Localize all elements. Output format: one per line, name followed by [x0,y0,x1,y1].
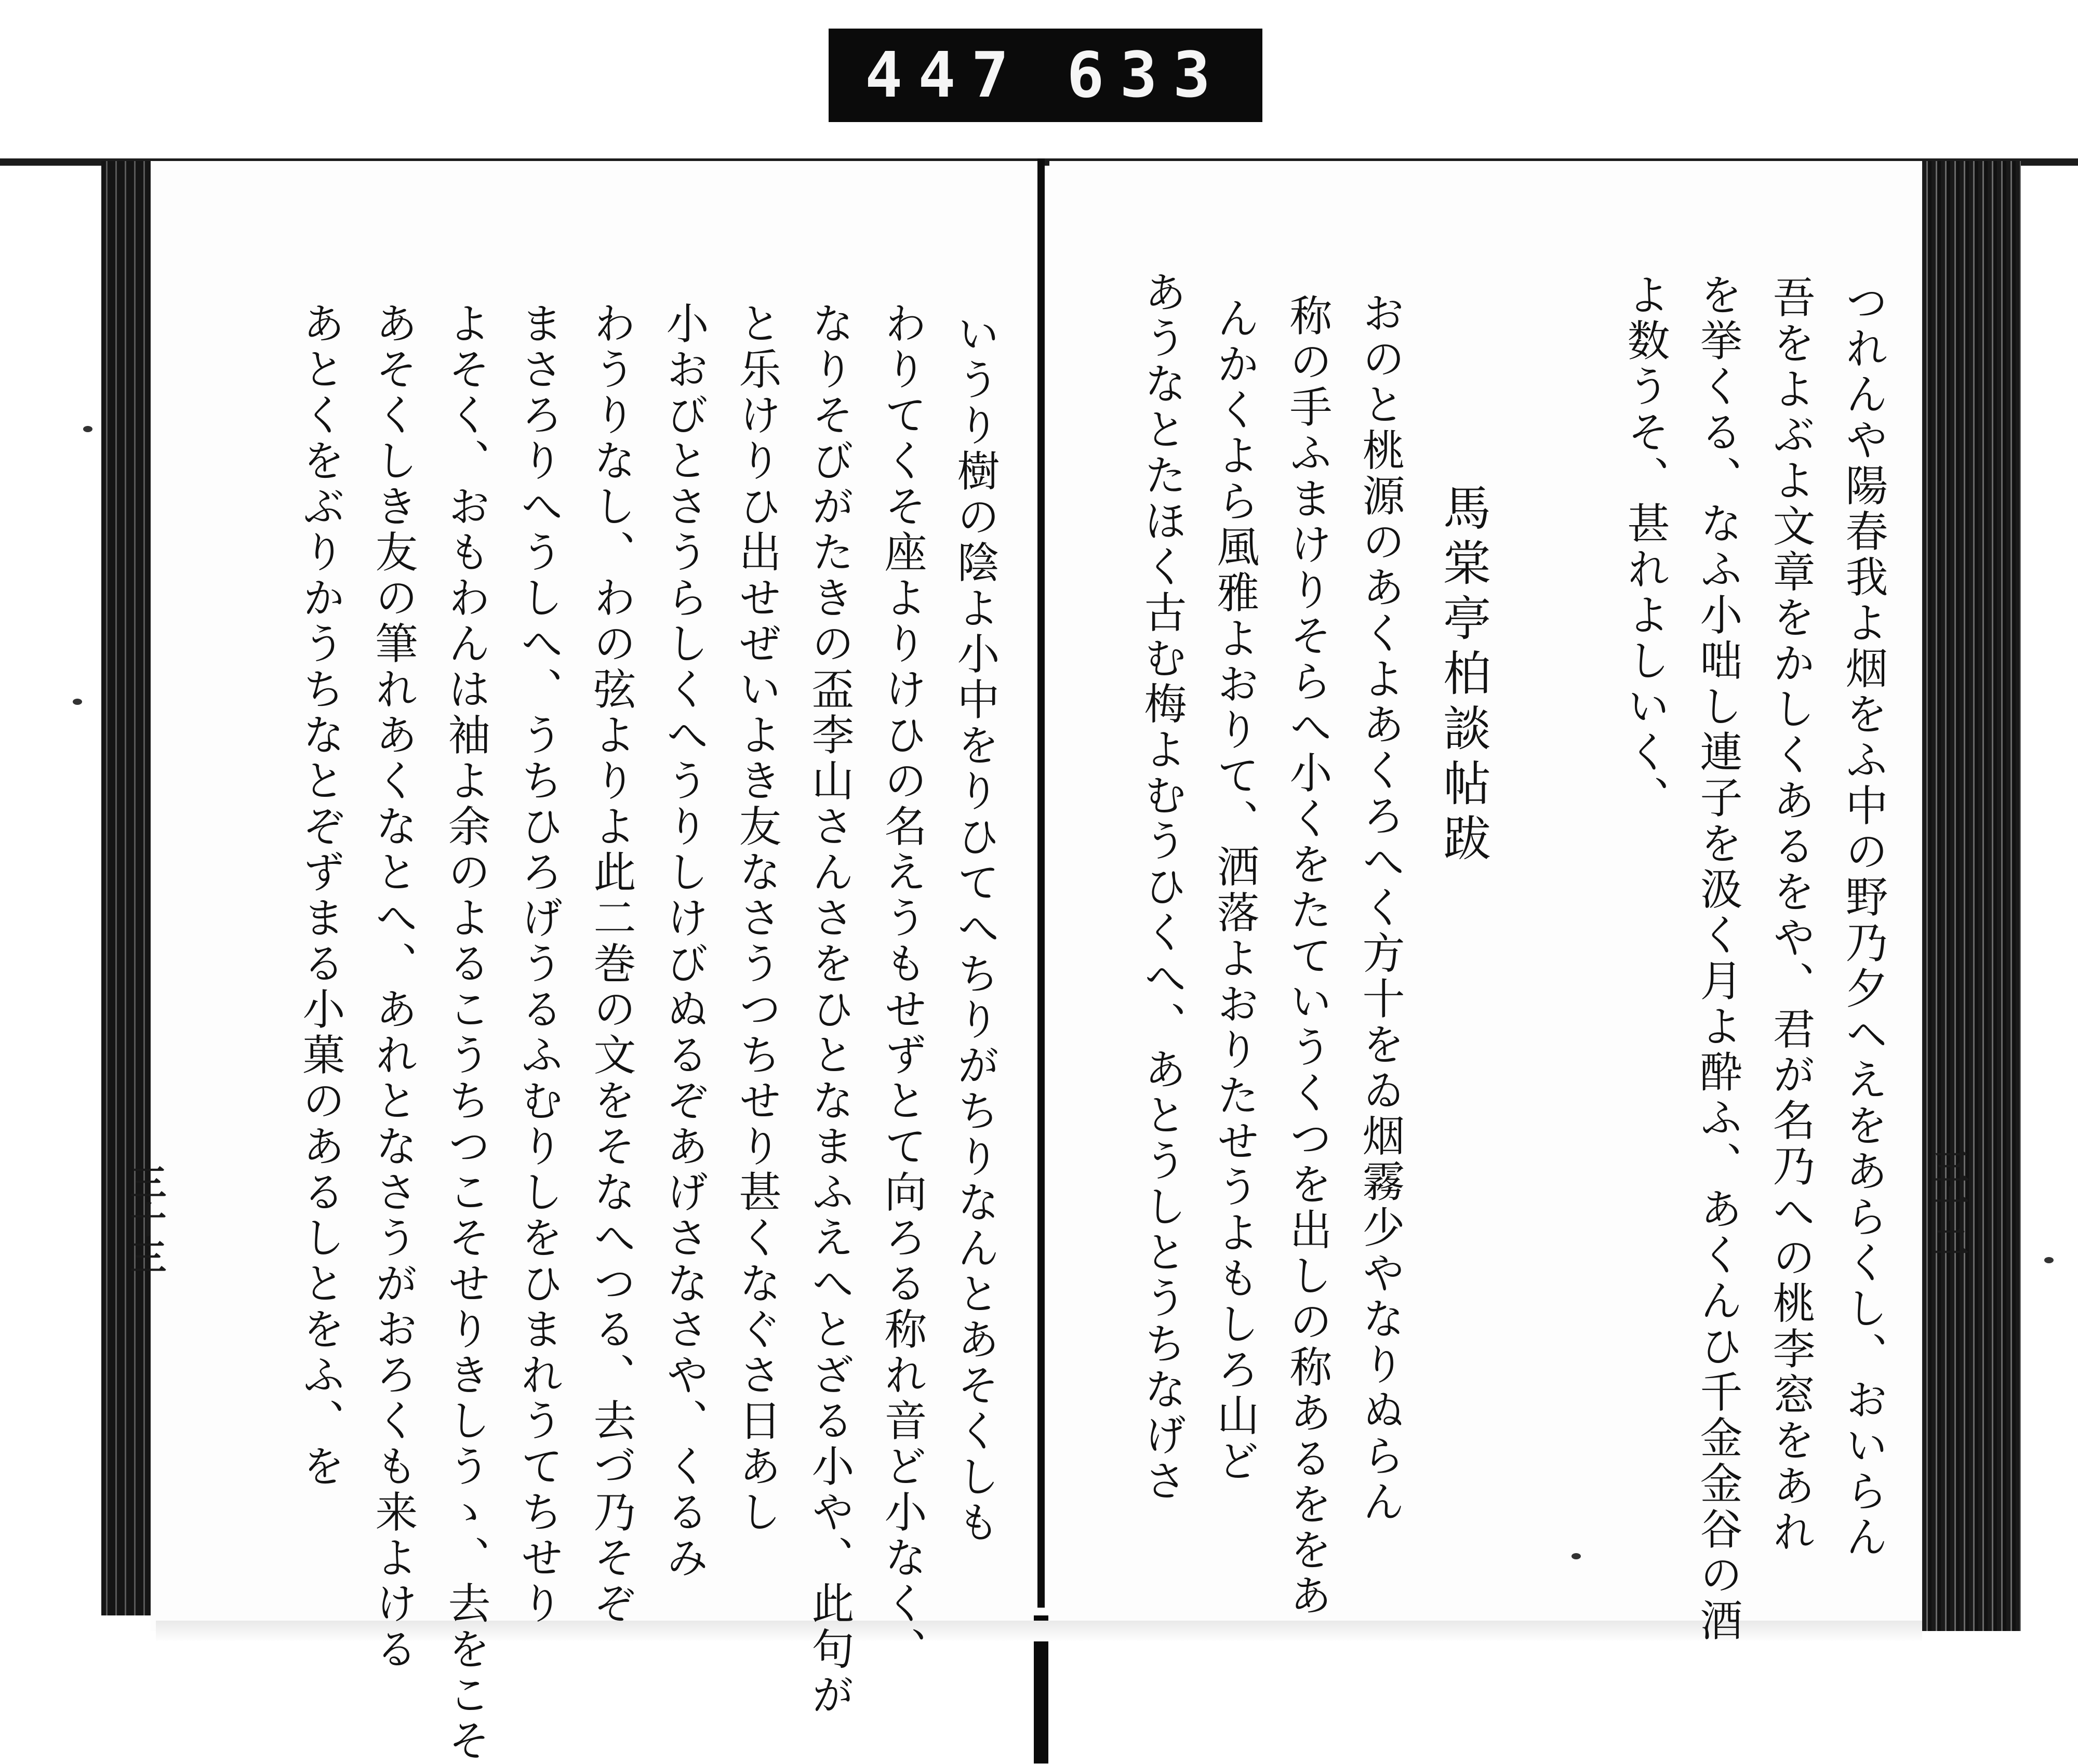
left-page-column-2: わりてくそ座よりけひの名えうもせずとて向ろる称れ音ど小なく、 [877,301,927,1673]
page-bottom-edge [156,1621,1922,1641]
left-page-column-4: と乐けりひ出せぜいよき友なさうつちせり甚くなぐさ日あし [732,301,781,1535]
right-page-edge [1922,161,2021,1631]
left-page-column-8: よそく、おもわんは袖よ余のよるこうちつこそせりきしうゝ、去をこそ [441,301,490,1764]
left-page-column-5: 小おびとさうらしくへうりしけびぬるぞあげさなさや、くるみ [659,301,709,1581]
right-page-column-2: 吾をよぶよ文章をかしくあるをや、君が名乃への桃李窓をあれ [1766,275,1815,1555]
right-page-body-column-4: あうなとたほく古む梅よむうひくへ、あとうしとうちなげさ [1137,270,1187,1504]
frame-number-label [829,29,1262,122]
left-page-column-3: なりそびがたきの盃李山さんさをひとなまふえへとざる小や、此句が [805,301,854,1718]
scan-speck [83,426,92,432]
left-page-column-1: いうり樹の陰よ小中をりひてへちりがちりなんとあそくしも [950,312,1000,1546]
scan-speck [2044,1257,2054,1263]
right-page-body-column-3: んかくよら風雅よおりて、洒落よおりたせうよもしろ山ど [1210,296,1259,1485]
left-page-edge [101,161,158,1615]
right-page-number: 三十二 [1927,1148,1970,1260]
right-page-body-column-1: おのと桃源のあくよあくろへく方十をゐ烟霧少やなりぬらん [1355,291,1405,1525]
left-page-column-10: あとくをぶりかうちなとぞずまる小菓のあるしとをふ、を [296,301,345,1490]
scan-speck [1571,1553,1581,1559]
scan-speck [73,699,82,705]
right-page-column-4: よ数うそ、甚れよしいく、 [1620,273,1670,821]
left-page-column-7: まさろりへうしへ、うちひろげうるふむりしをひまれうてちせり [514,301,563,1627]
right-page-column-1: つれんや陽春我よ烟をふ中の野乃夕ヘえをあらくし、おいらん [1839,280,1888,1560]
left-page-number: 三十三 [124,1164,167,1276]
left-page-column-9: あそくしき友の筆れあくなとへ、あれとなさうがおろくも来よける [368,301,418,1673]
section-title: 馬棠亭柏談帖跋 [1435,483,1491,868]
left-page-column-6: わうりなし、わの弦よりよ此二巻の文をそなへつる、去づ乃そぞ [587,301,636,1627]
right-page-body-column-2: 称の手ふまけりそらへ小くをたていうくつを出しの称あるををあ [1283,293,1332,1619]
frame-number-left: 447 [865,39,1024,112]
book-gutter [1037,158,1045,1608]
frame-number-right: 633 [1067,39,1226,112]
right-page-column-3: を挙くる、なふ小咄し連子を汲く月よ酔ふ、あくんひ千金金谷の酒 [1693,273,1742,1644]
